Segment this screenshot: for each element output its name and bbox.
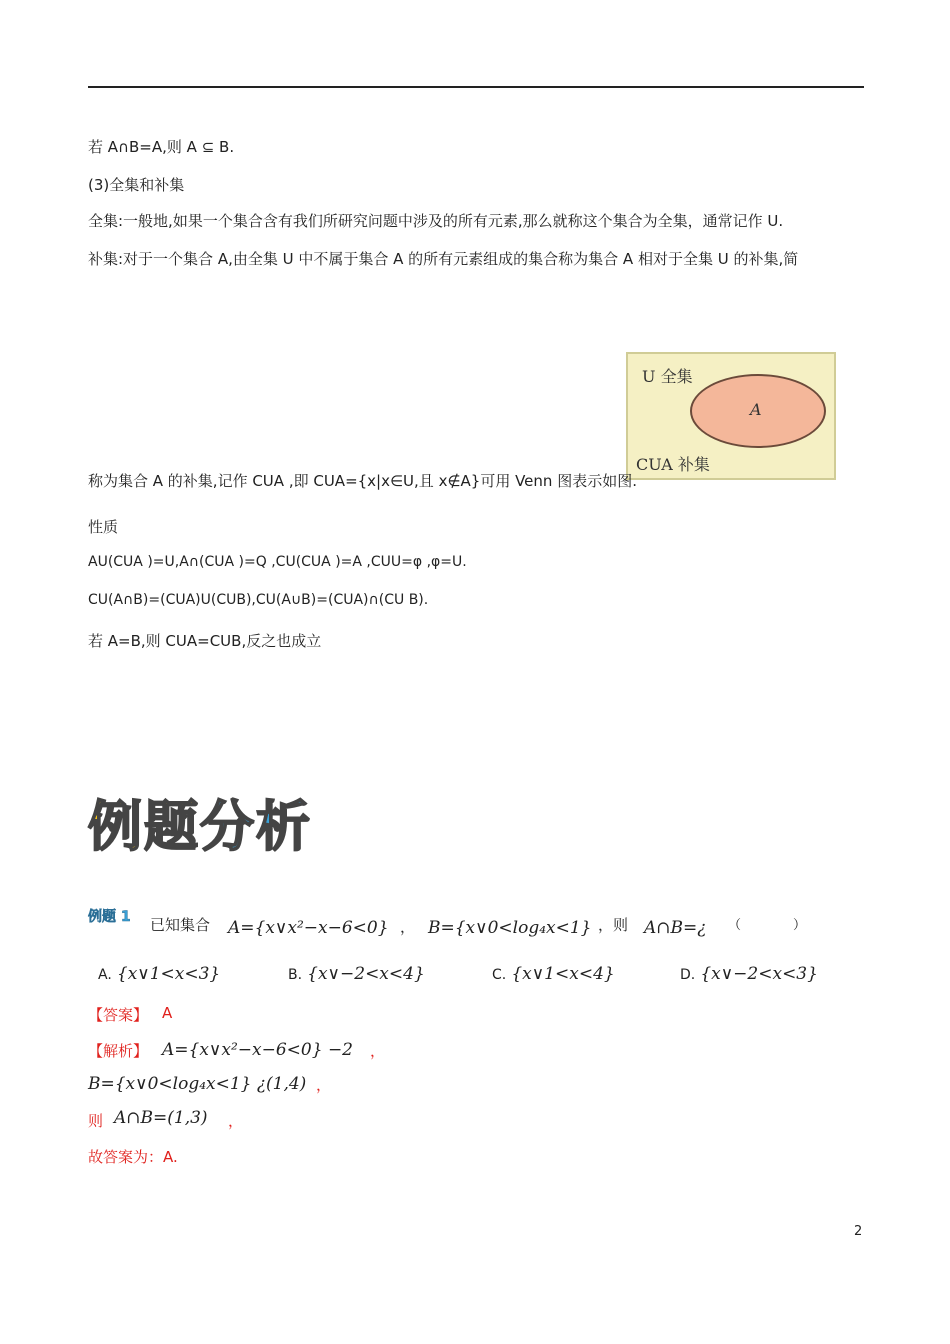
then-text: ，则	[598, 916, 629, 934]
venn-set-a-label: A	[750, 400, 762, 419]
option-c[interactable]	[492, 964, 615, 984]
option-b[interactable]	[288, 964, 425, 984]
answer-blank: （ ）	[728, 918, 807, 933]
analysis-step-3: A∩B=(1,3)	[114, 1108, 208, 1128]
analysis-step-1: A={x∨x²−x−6<0} −2	[162, 1040, 354, 1060]
analysis-step-2: B={x∨0<log₄x<1} ¿(1,4)	[88, 1074, 307, 1094]
notation-paragraph: 称为集合 A 的补集,记作 CUA ,即 CUA={x|x∈U,且 x∉A}可用 Venn 图表示如图.	[88, 472, 637, 490]
venn-universal-label: U 全集	[642, 367, 693, 386]
option-d[interactable]	[680, 964, 818, 984]
properties-title: 性质	[88, 518, 119, 536]
venn-diagram	[626, 352, 836, 480]
option-d-label: D.	[680, 967, 696, 983]
example-stem: 已知集合	[150, 916, 211, 934]
property-1: AU(CUA )=U,A∩(CUA )=Q ,CU(CUA )=A ,CUU=φ ,φ=U.	[88, 554, 467, 570]
option-b-text: {x∨−2<x<4}	[307, 964, 425, 984]
section-heading: (3)全集和补集	[88, 176, 185, 194]
conclusion: 故答案为：A.	[88, 1148, 178, 1166]
analysis-step-3-prefix: 则	[88, 1112, 104, 1130]
separator: ，	[400, 918, 416, 936]
option-c-label: C.	[492, 967, 507, 983]
option-a-text: {x∨1<x<3}	[116, 964, 221, 984]
answer-value: A	[162, 1004, 173, 1022]
analysis-step-3-tail: ，	[228, 1112, 244, 1130]
analysis-step-2-tail: ，	[316, 1076, 332, 1094]
property-2: CU(A∩B)=(CUA)U(CUB),CU(A∪B)=(CUA)∩(CU B).	[88, 592, 429, 608]
option-a-label: A.	[98, 967, 112, 983]
example-analysis-banner: 例题分析	[88, 795, 312, 858]
example-tag: 例题 1	[88, 909, 131, 925]
page-number: 2	[854, 1224, 863, 1239]
set-b-definition: B={x∨0<log₄x<1}	[428, 918, 592, 938]
universal-set-paragraph: 全集:一般地,如果一个集合含有我们所研究问题中涉及的所有元素,那么就称这个集合为全集，通常记作 U.	[88, 212, 784, 230]
option-b-label: B.	[288, 967, 303, 983]
venn-complement-label: CUA 补集	[636, 455, 710, 474]
set-a-definition: A={x∨x²−x−6<0}	[228, 918, 389, 938]
complement-paragraph: 补集:对于一个集合 A,由全集 U 中不属于集合 A 的所有元素组成的集合称为集合 A 相对于全集 U 的补集,简	[88, 250, 799, 268]
subset-line: 若 A∩B=A,则 A ⊆ B.	[88, 138, 235, 156]
question-target: A∩B=¿	[644, 918, 707, 938]
option-a[interactable]	[98, 964, 220, 984]
analysis-label: 【解析】	[88, 1042, 149, 1060]
option-d-text: {x∨−2<x<3}	[700, 964, 818, 984]
answer-label: 【答案】	[88, 1006, 149, 1024]
analysis-step-1-tail: ，	[370, 1042, 386, 1060]
option-c-text: {x∨1<x<4}	[511, 964, 615, 984]
property-3: 若 A=B,则 CUA=CUB,反之也成立	[88, 632, 322, 650]
header-rule	[88, 86, 864, 88]
